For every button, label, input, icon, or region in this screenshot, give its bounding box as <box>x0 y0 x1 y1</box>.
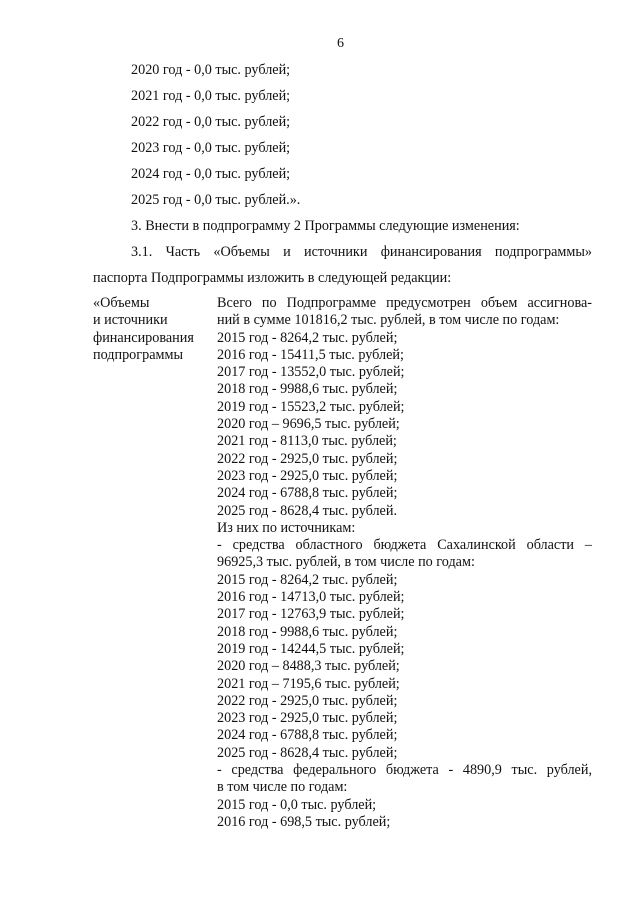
section-label-line: подпрограммы <box>93 346 183 363</box>
content-line: 2017 год - 12763,9 тыс. рублей; <box>217 606 405 623</box>
content-line: 2023 год - 2925,0 тыс. рублей; <box>217 467 398 484</box>
content-line: - средства федерального бюджета - 4890,9 тыс. рублей, <box>217 762 592 779</box>
section-label-line: финансирования <box>93 329 194 346</box>
content-line: 2015 год - 8264,2 тыс. рублей; <box>217 571 398 588</box>
item-3-1-paragraph-line2: паспорта Подпрограммы изложить в следующей редакции: <box>93 270 452 286</box>
content-line: в том числе по годам: <box>217 779 348 796</box>
item-3-1-paragraph-line1: 3.1. Часть «Объемы и источники финансирования подпрограммы» <box>131 244 592 260</box>
content-line: 2018 год - 9988,6 тыс. рублей; <box>217 623 398 640</box>
section-label-line: и источники <box>93 312 168 329</box>
content-line: 2016 год - 14713,0 тыс. рублей; <box>217 589 405 606</box>
content-line: 2020 год – 8488,3 тыс. рублей; <box>217 658 400 675</box>
section-label <box>93 295 213 364</box>
content-line: 2025 год - 8628,4 тыс. рублей. <box>217 502 397 519</box>
year-line: 2020 год - 0,0 тыс. рублей; <box>131 62 291 78</box>
content-line: 2021 год - 8113,0 тыс. рублей; <box>217 433 397 450</box>
content-line: 96925,3 тыс. рублей, в том числе по годам: <box>217 554 475 571</box>
year-line: 2025 год - 0,0 тыс. рублей.». <box>131 192 301 208</box>
content-line: ний в сумме 101816,2 тыс. рублей, в том числе по годам: <box>217 312 560 329</box>
section-label-line: «Объемы <box>93 295 150 311</box>
content-line: 2017 год - 13552,0 тыс. рублей; <box>217 364 405 381</box>
content-line: 2016 год - 698,5 тыс. рублей; <box>217 813 391 830</box>
content-line: 2019 год - 14244,5 тыс. рублей; <box>217 640 405 657</box>
content-line: 2025 год - 8628,4 тыс. рублей; <box>217 744 398 761</box>
content-line: 2020 год – 9696,5 тыс. рублей; <box>217 416 400 433</box>
content-line: 2022 год - 2925,0 тыс. рублей; <box>217 692 398 709</box>
page-number: 6 <box>337 36 344 51</box>
content-line: 2024 год - 6788,8 тыс. рублей; <box>217 485 398 502</box>
item-3-paragraph: 3. Внести в подпрограмму 2 Программы следующие изменения: <box>131 218 520 234</box>
content-line: 2016 год - 15411,5 тыс. рублей; <box>217 346 404 363</box>
content-line: 2015 год - 0,0 тыс. рублей; <box>217 796 377 813</box>
content-line: 2015 год - 8264,2 тыс. рублей; <box>217 329 398 346</box>
content-line: 2024 год - 6788,8 тыс. рублей; <box>217 727 398 744</box>
content-line: Из них по источникам: <box>217 519 356 536</box>
content-line: Всего по Подпрограмме предусмотрен объем ассигнова- <box>217 295 592 311</box>
content-line: 2021 год – 7195,6 тыс. рублей; <box>217 675 400 692</box>
year-line: 2021 год - 0,0 тыс. рублей; <box>131 88 291 104</box>
content-line: 2019 год - 15523,2 тыс. рублей; <box>217 398 405 415</box>
section-content <box>217 295 592 831</box>
year-line: 2022 год - 0,0 тыс. рублей; <box>131 114 291 130</box>
year-line: 2024 год - 0,0 тыс. рублей; <box>131 166 291 182</box>
content-line: 2023 год - 2925,0 тыс. рублей; <box>217 710 398 727</box>
content-line: 2018 год - 9988,6 тыс. рублей; <box>217 381 398 398</box>
year-line: 2023 год - 0,0 тыс. рублей; <box>131 140 291 156</box>
content-line: 2022 год - 2925,0 тыс. рублей; <box>217 450 398 467</box>
content-line: - средства областного бюджета Сахалинской области – <box>217 537 592 554</box>
